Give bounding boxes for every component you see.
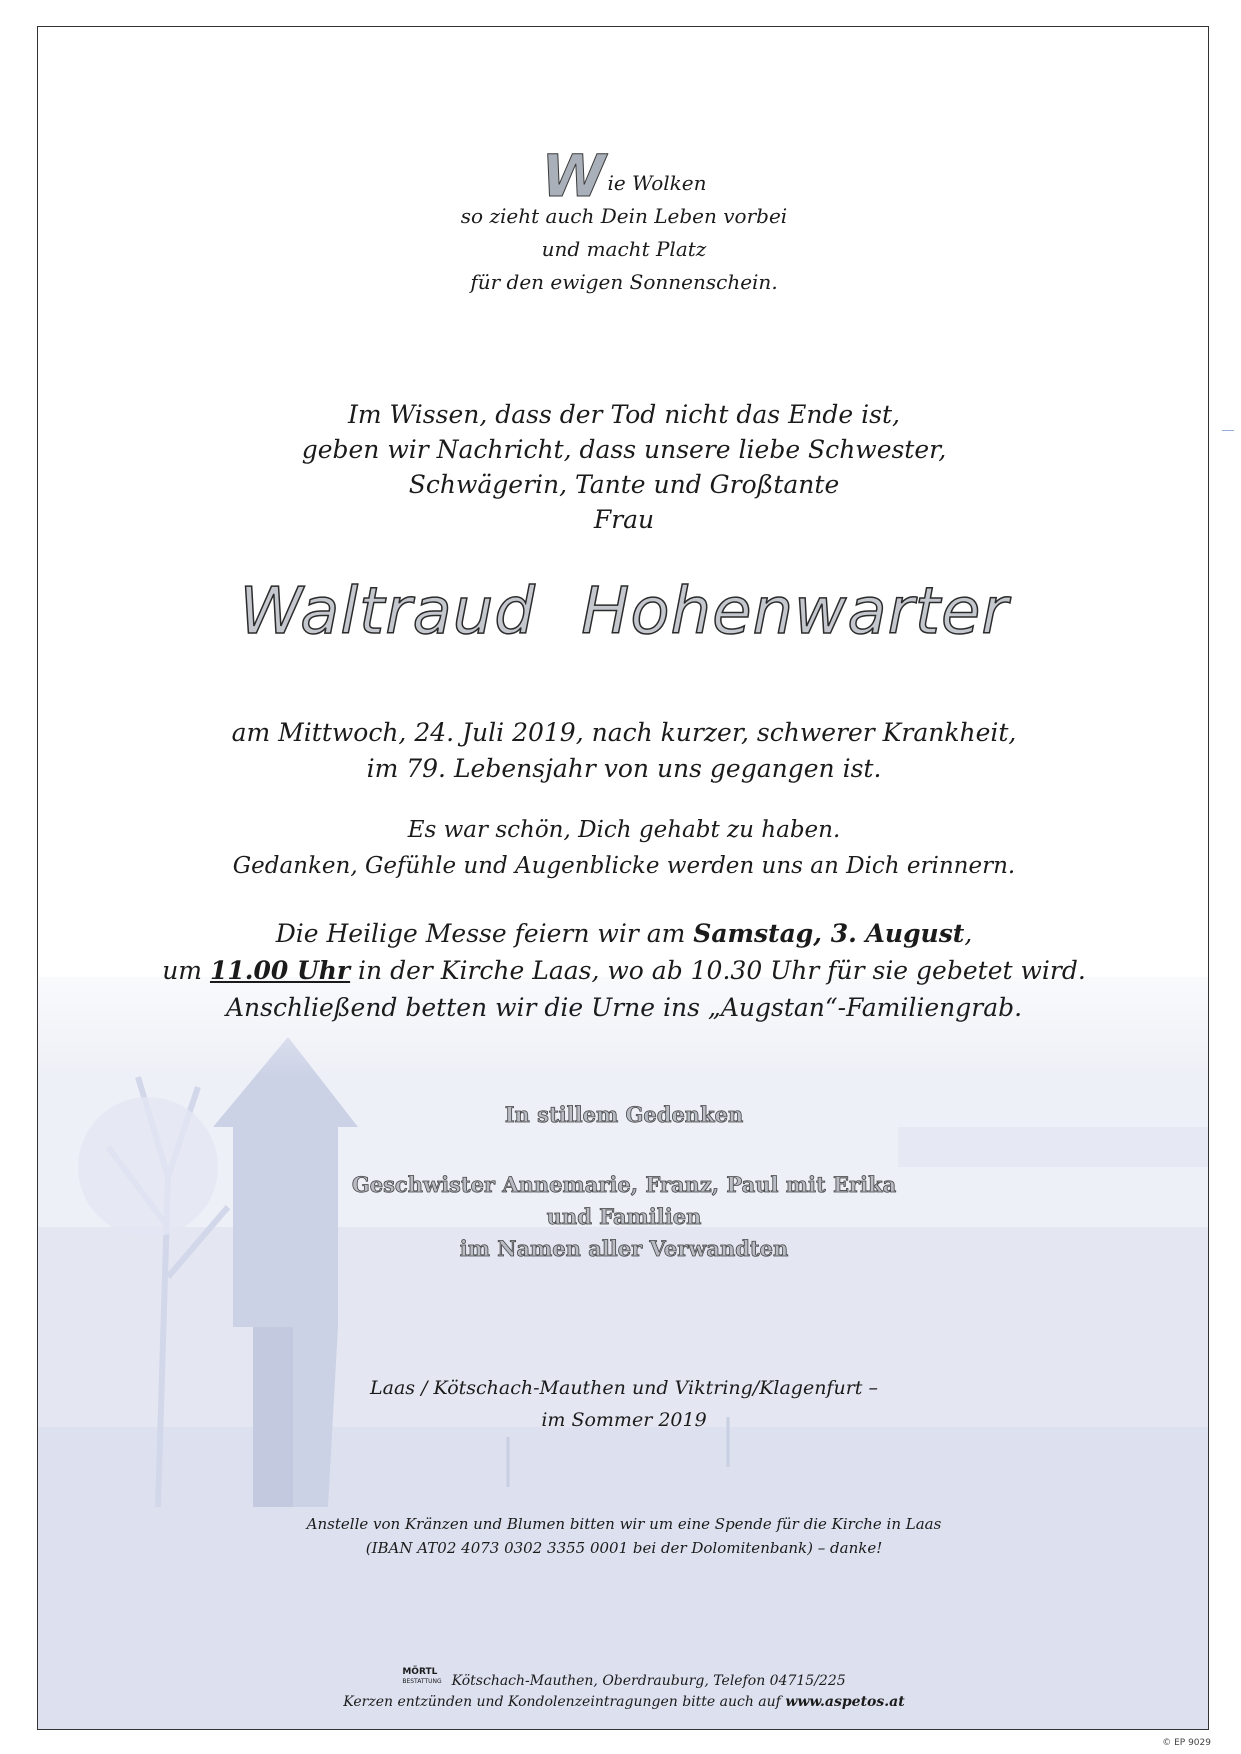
funeral-home-footer: MÖRTL BESTATTUNG Kötschach-Mauthen, Oberdrauburg, Telefon 04715/225 Kerzen entzünden und Kondolenzeintragungen bitte auch auf www.aspetos.at bbox=[343, 1667, 905, 1710]
mass-date: Samstag, 3. August bbox=[693, 919, 965, 948]
document-code: © EP 9029 bbox=[1162, 1738, 1211, 1748]
first-name: Waltraud bbox=[239, 575, 536, 649]
funeral-home-logo: MÖRTL BESTATTUNG bbox=[402, 1667, 442, 1685]
decorative-initial: W bbox=[541, 142, 606, 210]
deceased-name bbox=[38, 575, 1209, 649]
website-link[interactable]: www.aspetos.at bbox=[785, 1694, 905, 1710]
mourners-list: Geschwister Annemarie, Franz, Paul mit Erika und Familien im Namen aller Verwandten bbox=[351, 1172, 897, 1261]
opening-poem: Wie Wolken so zieht auch Dein Leben vorbei und macht Platz für den ewigen Sonnenschein. bbox=[460, 142, 788, 294]
death-details: am Mittwoch, 24. Juli 2019, nach kurzer, schwerer Krankheit, im 79. Lebensjahr von uns gegangen ist. bbox=[231, 718, 1017, 783]
death-notice-intro: Im Wissen, dass der Tod nicht das Ende ist, geben wir Nachricht, dass unsere liebe Schwester, Schwägerin, Tante und Großtante Frau bbox=[301, 400, 947, 534]
donation-note: Anstelle von Kränzen und Blumen bitten wir um eine Spende für die Kirche in Laas (IBAN AT02 4073 0302 3355 0001 bei der Dolomitenbank) – danke! bbox=[306, 1515, 942, 1557]
obituary-page bbox=[37, 26, 1209, 1730]
place-and-date: Laas / Kötschach-Mauthen und Viktring/Klagenfurt – im Sommer 2019 bbox=[370, 1377, 878, 1431]
in-memory-heading: In stillem Gedenken bbox=[504, 1102, 744, 1127]
last-name: Hohenwarter bbox=[581, 575, 1009, 649]
mass-announcement: Die Heilige Messe feiern wir am Samstag, 3. August, um 11.00 Uhr in der Kirche Laas, wo ab 10.30 Uhr für sie gebetet wird. Anschließend betten wir die Urne ins „Augstan“-Familiengrab. bbox=[162, 919, 1086, 1022]
margin-mark bbox=[1222, 430, 1234, 431]
mass-time: 11.00 Uhr bbox=[209, 956, 351, 985]
memory-text: Es war schön, Dich gehabt zu haben. Gedanken, Gefühle und Augenblicke werden uns an Dich erinnern. bbox=[232, 817, 1016, 879]
